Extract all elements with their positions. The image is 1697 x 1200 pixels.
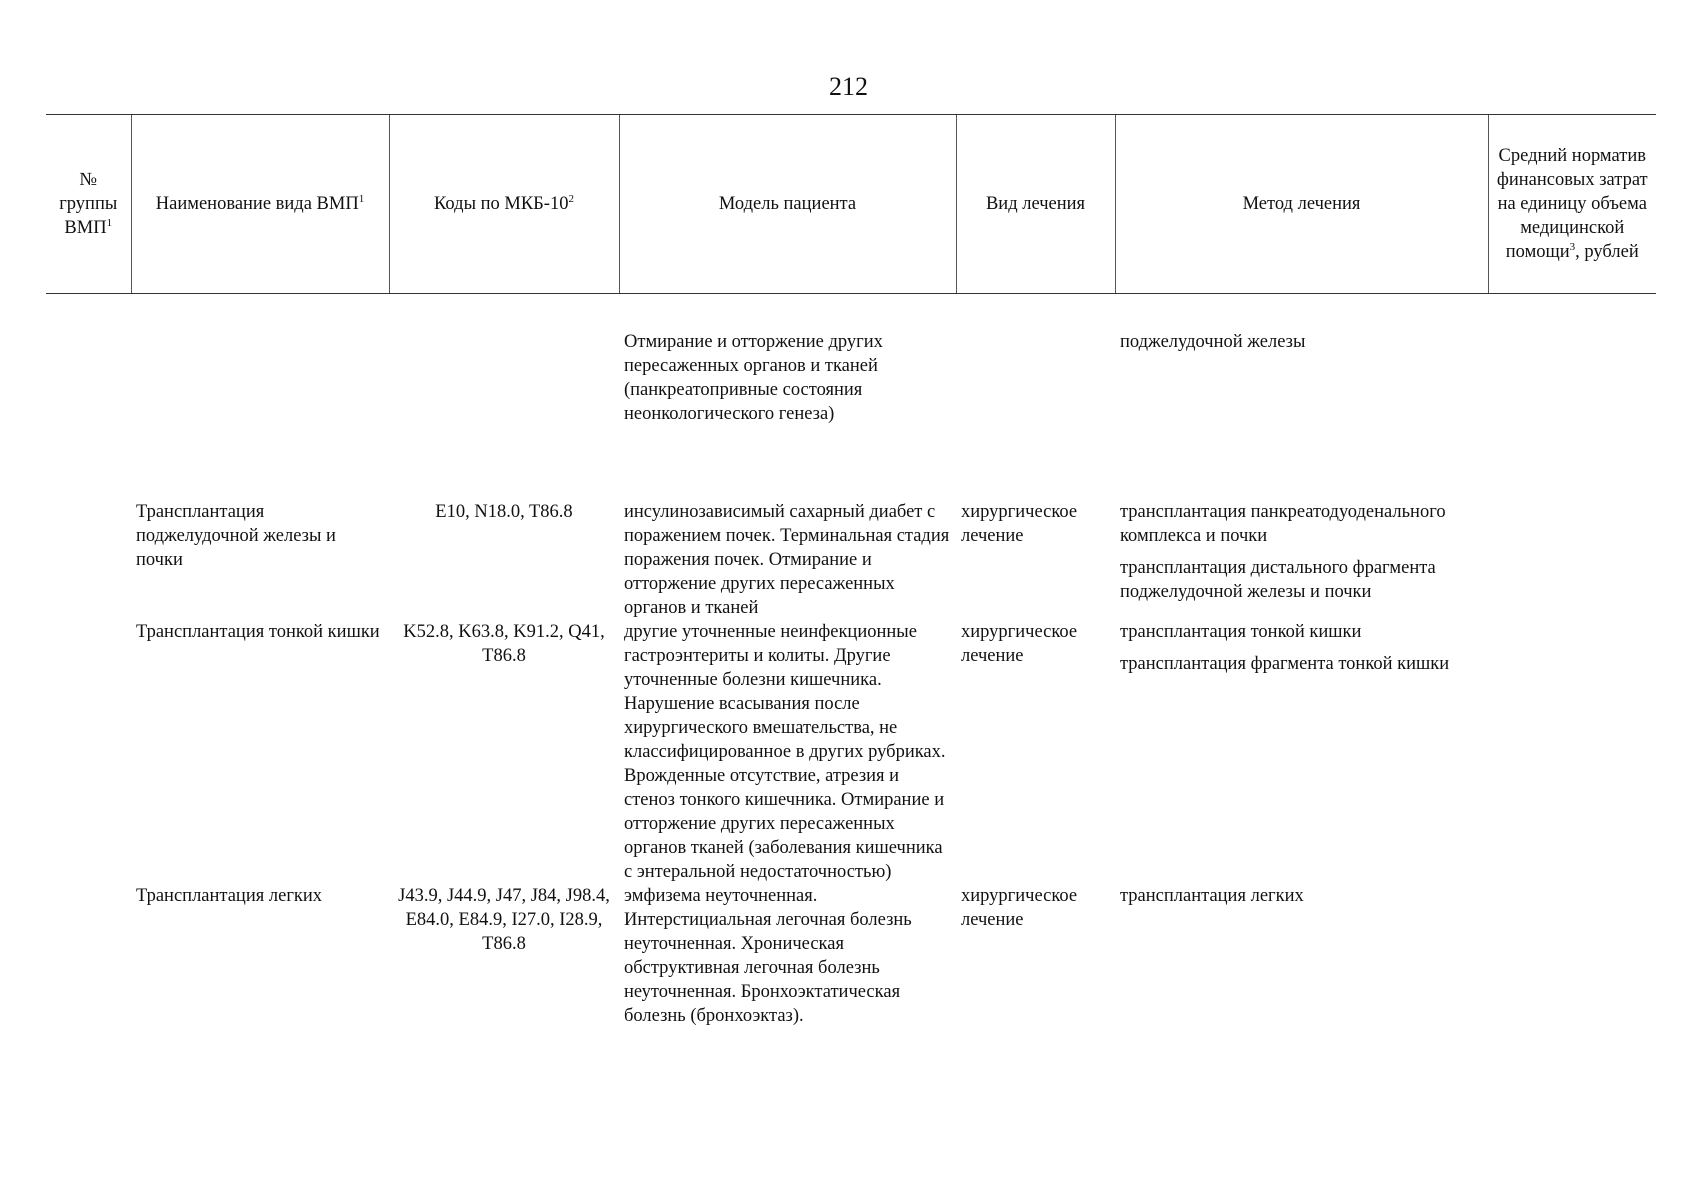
treatment-method-item: трансплантация тонкой кишки [1120, 622, 1362, 642]
cell-vmp-name: Трансплантация легких [136, 886, 323, 906]
cell-vmp-name: Трансплантация тонкой кишки [136, 622, 380, 642]
cell-average-cost [1488, 620, 1656, 884]
table-body [46, 294, 1656, 1029]
vmp-table [46, 114, 1656, 1028]
cell-icd-codes: J43.9, J44.9, J47, J84, J98.4, E84.0, E84.9, I27.0, I28.9, T86.8 [398, 886, 610, 954]
header-icd-codes: Коды по МКБ-$10^2$ [389, 115, 619, 294]
cell-group-number [46, 884, 131, 1028]
treatment-method-item: трансплантация легких [1120, 886, 1304, 906]
cell-treatment-type [956, 330, 1115, 500]
table-header-row [46, 115, 1656, 294]
cell-patient-model: инсулинозависимый сахарный диабет с поражением почек. Терминальная стадия поражения почек. Отмирание и отторжение других пересаженных органов и тканей [624, 502, 950, 618]
header-patient-model: Модель пациента [619, 115, 956, 294]
header-group-number: № группы ВМП$^1$ [46, 115, 131, 294]
cell-average-cost [1488, 330, 1656, 500]
header-treatment-type: Вид лечения [956, 115, 1115, 294]
treatment-method-item: трансплантация фрагмента тонкой кишки [1120, 654, 1450, 674]
cell-group-number [46, 500, 131, 620]
cell-average-cost [1488, 500, 1656, 620]
cell-patient-model: другие уточненные неинфекционные гастроэнтериты и колиты. Другие уточненные болезни кишечника. Нарушение всасывания после хирургического вмешательства, не классифицированное в других рубриках. Врожденные отсутствие, атрезия и стеноз тонкого кишечника. Отмирание и отторжение других пересаженных органов тканей (заболевания кишечника с энтеральной недостаточностью) [624, 622, 946, 882]
cell-average-cost [1488, 884, 1656, 1028]
cell-vmp-name: Трансплантация поджелудочной железы и почки [136, 502, 336, 570]
cell-icd-codes: E10, N18.0, T86.8 [435, 502, 573, 522]
cell-treatment-method [1115, 620, 1488, 884]
table-row [46, 620, 1656, 884]
table-row [46, 330, 1656, 500]
table-row [46, 884, 1656, 1028]
cell-treatment-type: хирургическое лечение [961, 502, 1078, 546]
cell-icd-codes [389, 330, 619, 500]
cell-treatment-method [1115, 884, 1488, 1028]
cell-group-number [46, 330, 131, 500]
header-average-cost: Средний норматив финансовых затрат на единицу объема медицинской помощи$^3$, рублей [1488, 115, 1656, 294]
cell-treatment-type: хирургическое лечение [961, 886, 1078, 930]
treatment-method-item: поджелудочной железы [1120, 332, 1306, 352]
cell-icd-codes: K52.8, K63.8, K91.2, Q41, T86.8 [403, 622, 605, 666]
cell-group-number [46, 620, 131, 884]
cell-vmp-name [131, 330, 389, 500]
page-number: 212 [829, 72, 868, 101]
cell-treatment-type: хирургическое лечение [961, 622, 1078, 666]
table-row [46, 500, 1656, 620]
vmp-table-container [46, 114, 1656, 1028]
treatment-method-item: трансплантация дистального фрагмента поджелудочной железы и почки [1120, 558, 1436, 602]
cell-treatment-method [1115, 500, 1488, 620]
cell-treatment-method [1115, 330, 1488, 500]
header-spacer-row [46, 294, 1656, 331]
header-treatment-method: Метод лечения [1115, 115, 1488, 294]
header-vmp-name: Наименование вида ВМП$^1$ [131, 115, 389, 294]
cell-patient-model: эмфизема неуточненная. Интерстициальная легочная болезнь неуточненная. Хроническая обструктивная легочная болезнь неуточненная. Бронхоэктатическая болезнь (бронхоэктаз). [624, 886, 912, 1026]
treatment-method-item: трансплантация панкреатодуоденального комплекса и почки [1120, 502, 1446, 546]
cell-patient-model: Отмирание и отторжение других пересаженных органов и тканей (панкреатопривные состояния неонкологического генеза) [624, 332, 883, 424]
